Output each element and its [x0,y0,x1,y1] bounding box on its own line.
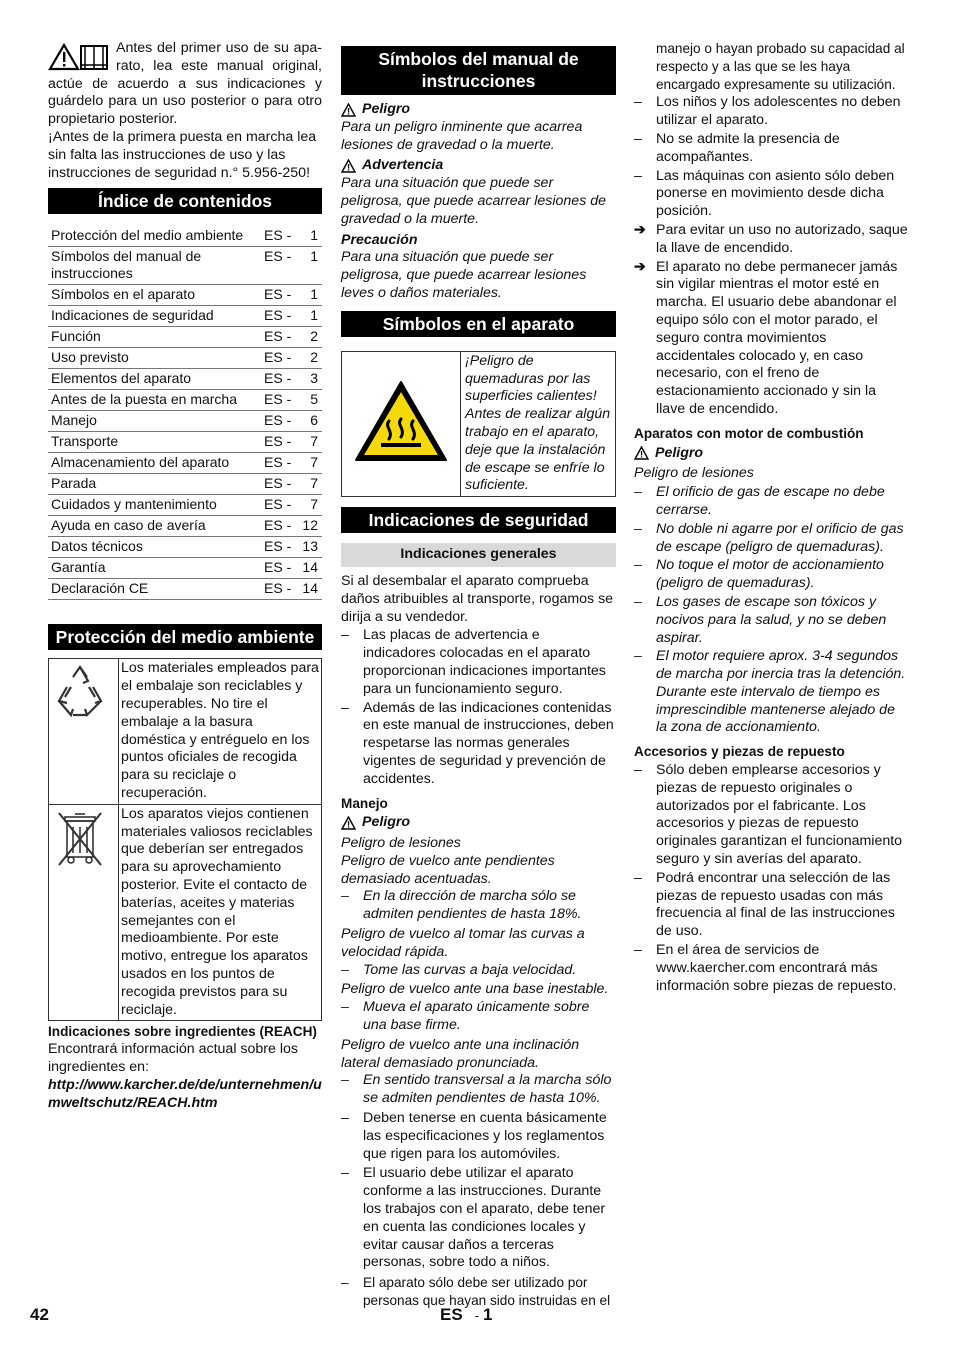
manejo-title: Manejo [341,795,388,811]
column-left [48,40,322,1112]
manejo-danger-label: Peligro [341,814,616,832]
toc-page: 6 [295,411,322,432]
hot-surface-icon-cell [342,351,461,496]
column-middle [341,46,616,1310]
reach-text: Encontrará información actual sobre los ingredientes en: [48,1041,298,1075]
toc-row[interactable] [48,306,322,327]
operator-rule-item: – No se admite la presencia de acompañantes. [634,130,840,165]
warning-triangle-icon [341,159,356,173]
operator-rule-item: – Las máquinas con asiento sólo deben ponerse en movimiento desde dicha posición. [634,167,895,220]
column-right [634,40,908,995]
toc-label: Manejo [48,411,261,432]
combustion-item: – El motor requiere aprox. 3-4 segundos de marcha por inercia tras la detención. Durante este intervalo de tiempo es imprescindible mantenerse alejado de la zona de accionamiento. [634,648,906,736]
toc-prefix: ES - [261,390,295,411]
injury-danger: Peligro de lesiones [341,835,461,852]
tip-item-1: – En la dirección de marcha sólo se admiten pendientes de hasta 18%. [341,888,582,923]
toc-page: 7 [295,432,322,453]
toc-prefix: ES - [261,453,295,474]
toc-row[interactable] [48,390,322,411]
arrow-item: ➔ El aparato no debe permanecer jamás sin vigilar mientras el motor esté en marcha. El usuario debe abandonar el equipo sólo con el motor parado, el seguro contra movimientos accidentales colocado y, en caso necesario, con el freno de estacionamiento accionado y sin la llave de encendido. [634,258,898,417]
arrow-item: ➔ Para evitar un uso no autorizado, saque la llave de encendido. [634,221,908,256]
toc-prefix: ES - [261,285,295,306]
combustion-item: – El orificio de gas de escape no debe cerrarse. [634,484,885,518]
toc-row[interactable] [48,516,322,537]
toc-label: Indicaciones de seguridad [48,306,261,327]
env-table [48,658,322,1021]
toc-row[interactable] [48,226,322,247]
toc-label: Símbolos en el aparato [48,285,261,306]
toc-label: Elementos del aparato [48,369,261,390]
toc-table [48,226,322,600]
combustion-injury: Peligro de lesiones [634,465,754,482]
toc-label: Garantía [48,558,261,579]
toc-page: 5 [295,390,322,411]
crossed-bin-icon [53,809,107,869]
toc-row[interactable] [48,432,322,453]
toc-row[interactable] [48,495,322,516]
toc-row[interactable] [48,579,322,600]
toc-prefix: ES - [261,432,295,453]
tip-item-4: – En sentido transversal a la marcha sólo se admiten pendientes de hasta 10%. [341,1072,612,1107]
toc-row[interactable] [48,453,322,474]
warning-triangle-icon [341,816,356,830]
operator-item-cont: manejo o hayan probado su capacidad al respecto y a las que se les haya encargado expresamente su utilización. [656,41,905,92]
general-list [341,627,616,788]
operator-item: – El aparato sólo debe ser utilizado por personas que hayan sido instruidas en el [341,1275,611,1309]
tip-danger-2: Peligro de vuelco al tomar las curvas a velocidad rápida. [341,926,585,960]
toc-row[interactable] [48,369,322,390]
combustion-list [634,484,908,737]
intro-paragraph-2: ¡Antes de la primera puesta en marcha lea sin falta las instrucciones de uso y las instrucciones de seguridad n.° 5.956-250! [48,128,317,181]
tip-item-3: – Mueva el aparato únicamente sobre una base firme. [341,999,590,1034]
page-number: 42 [30,1305,49,1324]
toc-prefix: ES - [261,495,295,516]
intro-block [48,40,322,182]
warning-label: Advertencia [341,157,616,175]
reach-url[interactable]: http://www.karcher.de/de/unternehmen/umweltschutz/REACH.htm [48,1076,322,1111]
toc-label: Protección del medio ambiente [48,226,261,247]
toc-label: Parada [48,474,261,495]
toc-row[interactable] [48,327,322,348]
toc-label: Función [48,327,261,348]
toc-prefix: ES - [261,226,295,247]
caution-text: Para una situación que puede ser peligrosa, que puede acarrear lesiones leves o daños materiales. [341,249,587,301]
toc-prefix: ES - [261,474,295,495]
toc-label: Datos técnicos [48,537,261,558]
toc-page: 1 [295,285,322,306]
operator-more-list [634,94,908,221]
toc-row[interactable] [48,558,322,579]
combustion-item: – No doble ni agarre por el orificio de gas de escape (peligro de quemaduras). [634,520,904,555]
intro-paragraph-1: Antes del primer uso de su apa- rato, lea este manual original, actúe de acuerdo a sus indicaciones y guárdelo para un uso posterior o para otro propietario posterior. [48,40,322,128]
toc-page: 7 [295,495,322,516]
parts-title: Accesorios y piezas de repuesto [634,744,845,760]
toc-page: 7 [295,453,322,474]
symbols-manual-heading: Símbolos del manual de instrucciones [341,46,616,95]
toc-label: Símbolos del manual de instrucciones [48,247,261,285]
toc-prefix: ES - [261,327,295,348]
toc-page: 14 [295,579,322,600]
operator-rule-item: – Los niños y los adolescentes no deben utilizar el aparato. [634,94,901,129]
toc-row[interactable] [48,474,322,495]
toc-page: 14 [295,558,322,579]
caution-label: Precaución [341,231,418,248]
toc-label: Declaración CE [48,579,261,600]
toc-page: 12 [295,516,322,537]
danger-text: Para un peligro inminente que acarrea lesiones de gravedad o la muerte. [341,118,583,153]
toc-label: Antes de la puesta en marcha [48,390,261,411]
toc-label: Cuidados y mantenimiento [48,495,261,516]
parts-item: – Podrá encontrar una selección de las piezas de repuesto usadas con más frecuencia al final de las instrucciones de uso. [634,869,895,940]
combustion-title: Aparatos con motor de combustión [634,425,864,441]
toc-row[interactable] [48,411,322,432]
toc-prefix: ES - [261,306,295,327]
toc-row[interactable] [48,537,322,558]
toc-label: Almacenamiento del aparato [48,453,261,474]
warning-triangle-icon [341,103,356,117]
reach-title: Indicaciones sobre ingredientes (REACH) [48,1024,317,1040]
toc-page: 1 [295,306,322,327]
toc-page: 2 [295,327,322,348]
toc-page: 1 [295,226,322,247]
toc-prefix: ES - [261,247,295,285]
parts-item: – Sólo deben emplearse accesorios y piezas de repuesto originales o autorizados por el fabricante. Los accesorios y piezas de repuesto originales garantizan el funcionamiento seguro y sin averías del aparato. [634,762,903,868]
general-item: – Además de las indicaciones contenidas en este manual de instrucciones, deben respetarse las normas generales vigentes de seguridad y prevención de accidentes. [341,699,614,787]
parts-item: – En el área de servicios de www.kaercher.com encontrará más información sobre piezas de repuesto. [634,942,897,994]
arrow-list [634,222,908,419]
manejo-item: – Deben tenerse en cuenta básicamente las especificaciones y los reglamentos que rigen para los automóviles. [341,1110,607,1162]
toc-page: 7 [295,474,322,495]
manejo-item: – El usuario debe utilizar el aparato conforme a las instrucciones. Durante los trabajos con el aparato, debe tener en cuenta las condiciones locales y evitar causar daños a terceras personas, sobre todo a niños. [341,1165,606,1271]
safety-heading: Indicaciones de seguridad [341,507,616,533]
toc-page: 13 [295,537,322,558]
warning-triangle-icon [634,446,649,460]
tip-item-2: – Tome las curvas a baja velocidad. [341,961,577,978]
env-old-devices-text: Los aparatos viejos contienen materiales valiosos reciclables que deberían ser entregados para su aprovechamiento posterior. Evite el contacto de baterías, aceites y materias semejantes con el medioambiente. Por este motivo, entregue los aparatos usados en los puntos de recogida previstos para su reciclaje. [119,804,322,1021]
toc-prefix: ES - [261,537,295,558]
tip-danger-1: Peligro de vuelco ante pendientes demasiado acentuadas. [341,852,555,887]
tip-danger-4: Peligro de vuelco ante una inclinación lateral demasiado pronunciada. [341,1036,580,1071]
combustion-item: – No toque el motor de accionamiento (peligro de quemaduras). [634,557,884,592]
weee-icon-cell [49,804,119,1021]
burn-warning-text: ¡Peligro de quemaduras por las superficies calientes! Antes de realizar algún trabajo en el aparato, deje que la instalación de escape se enfríe lo suficiente. [461,351,616,496]
manejo-list [341,1110,616,1272]
toc-prefix: ES - [261,411,295,432]
toc-page: 3 [295,369,322,390]
recycle-icon-cell [49,659,119,804]
general-heading: Indicaciones generales [341,543,616,567]
env-heading: Protección del medio ambiente [48,624,322,650]
warning-manual-icon [48,43,110,71]
combustion-item: – Los gases de escape son tóxicos y nocivos para la salud, y no se deben aspirar. [634,593,887,646]
general-intro: Si al desembalar el aparato comprueba daños atribuibles al transporte, rogamos se dirija a su vendedor. [341,572,614,625]
general-item: – Las placas de advertencia e indicadores colocadas en el aparato proporcionan indicaciones importantes para un funcionamiento seguro. [341,627,606,697]
recycle-icon [53,663,107,723]
page-footer-label: ES - 1 [440,1305,493,1324]
toc-prefix: ES - [261,348,295,369]
toc-label: Ayuda en caso de avería [48,516,261,537]
combustion-danger-label: Peligro [634,445,908,463]
toc-prefix: ES - [261,579,295,600]
toc-prefix: ES - [261,558,295,579]
symbols-device-table [341,351,616,497]
parts-list [634,762,908,995]
danger-label: Peligro [341,101,616,119]
warning-text: Para una situación que puede ser peligrosa, que puede acarrear lesiones de gravedad o la muerte. [341,175,607,227]
symbols-device-heading: Símbolos en el aparato [341,311,616,337]
toc-prefix: ES - [261,369,295,390]
toc-page: 1 [295,247,322,285]
toc-prefix: ES - [261,516,295,537]
hot-surface-warning-icon [353,379,449,463]
toc-label: Transporte [48,432,261,453]
toc-row[interactable] [48,285,322,306]
env-packaging-text: Los materiales empleados para el embalaje son reciclables y recuperables. No tire el embalaje a la basura doméstica y entréguelo en los puntos oficiales de recogida para su reciclaje o recuperación. [119,659,322,804]
toc-row[interactable] [48,348,322,369]
toc-page: 2 [295,348,322,369]
toc-row[interactable] [48,247,322,285]
toc-label: Uso previsto [48,348,261,369]
tip-danger-3: Peligro de vuelco ante una base inestable. [341,981,609,998]
toc-heading: Índice de contenidos [48,188,322,214]
